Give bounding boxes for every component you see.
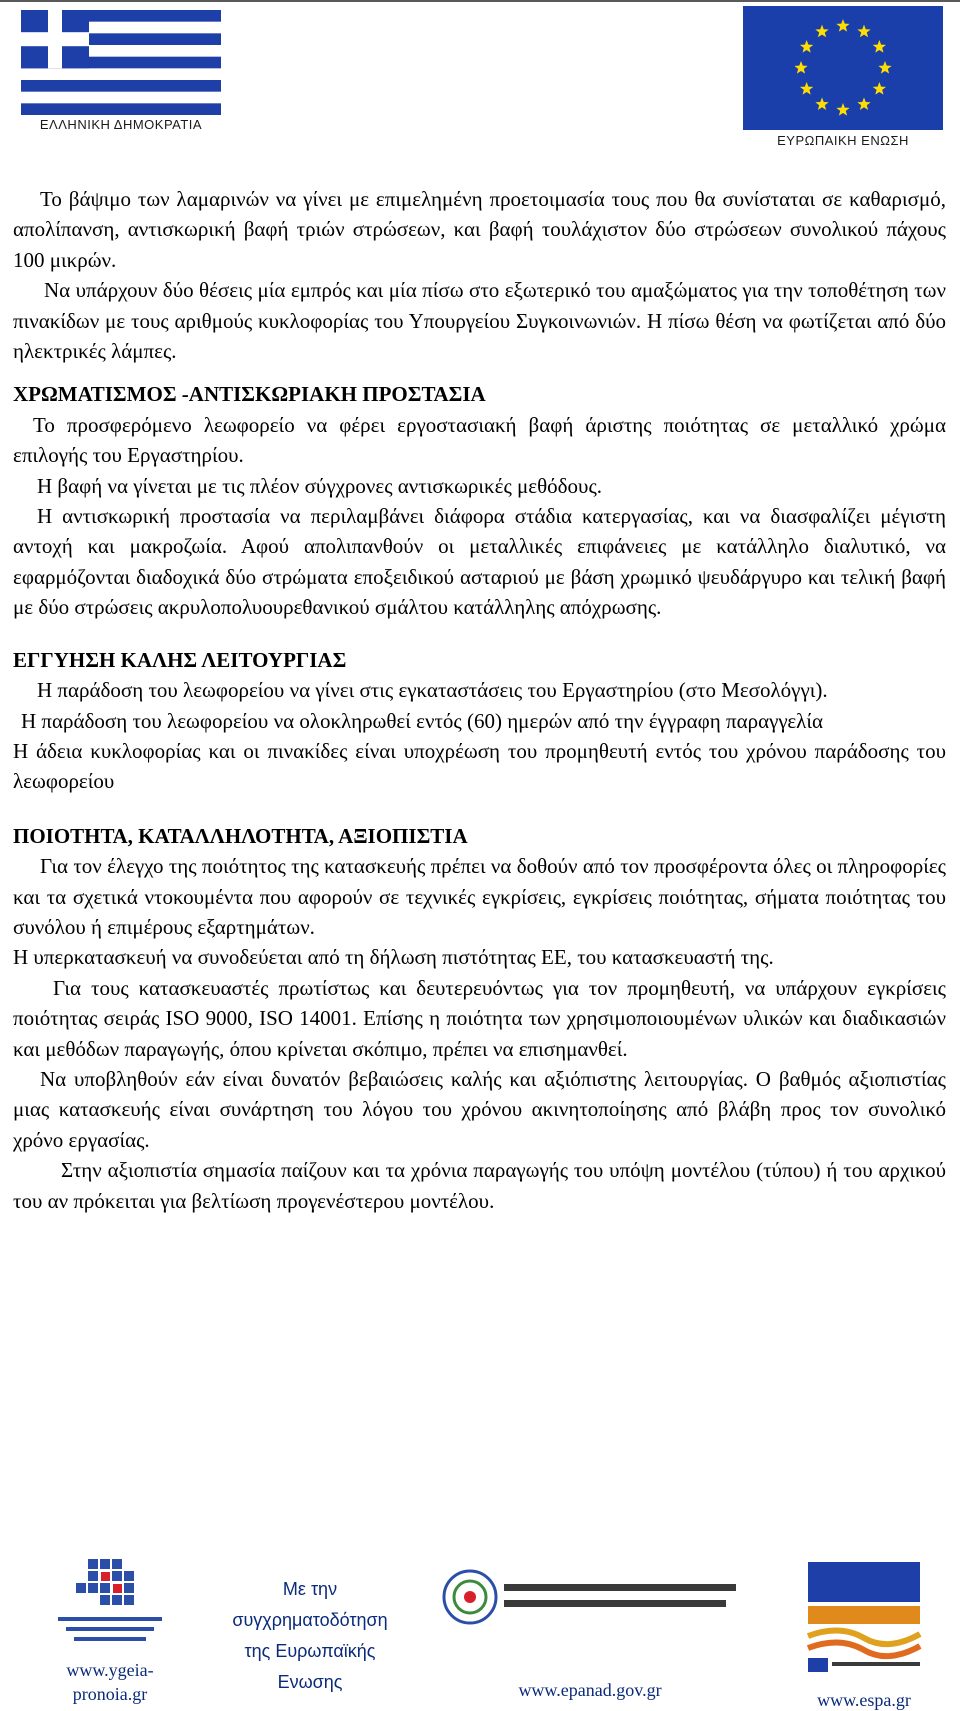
epanad-url[interactable]: www.epanad.gov.gr xyxy=(518,1680,662,1700)
ministry-url-line-1[interactable]: www.ygeia- xyxy=(66,1660,154,1680)
document-body xyxy=(13,184,946,1216)
greek-flag-logo xyxy=(21,10,221,115)
ministry-url[interactable] xyxy=(40,1658,180,1706)
warranty-paragraph-2: Η παράδοση του λεωφορείου να ολοκληρωθεί εντός (60) ημερών από την έγγραφη παραγγελία xyxy=(21,708,823,733)
quality-paragraph-2: Η υπερκατασκευή να συνοδεύεται από τη δήλωση πιστότητας ΕΕ, του κατασκευαστή της. xyxy=(13,945,774,970)
quality-paragraph-3: Για τους κατασκευαστές πρωτίστως και δευτερευόντως για τον προμηθευτή, να υπάρχουν εγκρίσεις ποιότητας σειράς ISO 9000, ISO 14001. Επίσης η ποιότητα των χρησιμοποιουμένων υλικών και διαδικασιών και μεθόδων παραγωγής, όπου κρίνεται σκόπιμο, πρέπει να επισημανθεί. xyxy=(13,975,946,1061)
warranty-paragraph-3: Η άδεια κυκλοφορίας και οι πινακίδες είναι υποχρέωση του προμηθευτή εντός του χρόνου παράδοσης του λεωφορείου xyxy=(13,738,946,794)
quality-heading: ΠΟΙΟΤΗΤΑ, ΚΑΤΑΛΛΗΛΟΤΗΤΑ, ΑΞΙΟΠΙΣΤΙΑ xyxy=(13,823,468,848)
coloring-paragraph-1: Το προσφερόμενο λεωφορείο να φέρει εργοστασιακή βαφή άριστης ποιότητας σε μεταλλικό χρώμα επιλογής του Εργαστηρίου. xyxy=(13,412,946,468)
ministry-health-logo xyxy=(40,1555,180,1650)
cofunding-line-3: της Ευρωπαϊκής xyxy=(244,1641,376,1661)
intro-paragraph-1: Το βάψιμο των λαμαρινών να γίνει με επιμελημένη προετοιμασία τους που θα συνίσταται σε καθαρισμό, απολίπανση, αντισκωρική βαφή τριών στρώσεων, και βαφή τουλάχιστον δύο στρώσεων συνολικού πάχους 100 μικρών. xyxy=(13,187,946,272)
greek-republic-label: ΕΛΛΗΝΙΚΗ ΔΗΜΟΚΡΑΤΙΑ xyxy=(39,117,203,132)
coloring-paragraph-3: Η αντισκωρική προστασία να περιλαμβάνει διάφορα στάδια κατεργασίας, και να διασφαλίζει μέγιστη αντοχή και μακροζωία. Αφού απολιπανθούν οι μεταλλικές επιφάνειες με κατάλληλο διαλυτικό, να εφαρμόζονται διαδοχικά δύο στρώματα εποξειδικού ασταριού με βάση χρωμικό ψευδάργυρο και τελική βαφή με δύο στρώσεις ακρυλοπολυουρεθανικού σμάλτου κατάλληλης απόχρωσης. xyxy=(13,504,946,620)
cofunding-line-1: Με την xyxy=(282,1579,338,1599)
cofunding-note xyxy=(215,1574,405,1698)
coloring-heading: ΧΡΩΜΑΤΙΣΜΟΣ -ΑΝΤΙΣΚΩΡΙΑΚΗ ΠΡΟΣΤΑΣΙΑ xyxy=(13,382,486,407)
espa-logo xyxy=(800,1558,928,1676)
quality-paragraph-1: Για τον έλεγχο της ποιότητος της κατασκευής πρέπει να δοθούν από τον προσφέροντα όλες οι πληροφορίες και τα σχετικά ντοκουμέντα που αφορούν σε τεχνικές εγκρίσεις, εγκρίσεις ποιότητας, σήματα ποιότητας του συνόλου ή επιμέρους εξαρτημάτων. xyxy=(13,854,946,939)
warranty-heading: ΕΓΓΥΗΣΗ ΚΑΛΗΣ ΛΕΙΤΟΥΡΓΙΑΣ xyxy=(13,647,347,672)
quality-paragraph-5: Στην αξιοπιστία σημασία παίζουν και τα χρόνια παραγωγής του υπόψη μοντέλου (τύπου) ή του αρχικού του αν πρόκειται για βελτίωση προγενέστερου μοντέλου. xyxy=(13,1158,946,1213)
top-rule xyxy=(0,0,960,2)
european-union-label: ΕΥΡΩΠΑΙΚΗ ΕΝΩΣΗ xyxy=(777,133,909,148)
espa-url[interactable]: www.espa.gr xyxy=(817,1690,911,1710)
footer xyxy=(0,1540,960,1710)
cofunding-line-2: συγχρηματοδότηση xyxy=(232,1610,388,1630)
ministry-url-line-2[interactable]: pronoia.gr xyxy=(72,1684,148,1704)
intro-paragraph-2: Να υπάρχουν δύο θέσεις μία εμπρός και μία πίσω στο εξωτερικό του αμαξώματος για την τοποθέτηση των πινακίδων με τους αριθμούς κυκλοφορίας του Υπουργείου Συγκοινωνιών. Η πίσω θέση να φωτίζεται από δύο ηλεκτρικές λάμπες. xyxy=(13,278,946,364)
eu-flag-logo xyxy=(743,6,943,130)
warranty-paragraph-1: Η παράδοση του λεωφορείου να γίνει στις εγκαταστάσεις του Εργαστηρίου (στο Μεσολόγγι). xyxy=(37,678,828,703)
cofunding-line-4: Ενωσης xyxy=(277,1672,343,1692)
quality-paragraph-4: Να υποβληθούν εάν είναι δυνατόν βεβαιώσεις καλής και αξιόπιστης λειτουργίας. Ο βαθμός αξιοπιστίας μιας κατασκευής είναι συνάρτηση του λόγου του χρόνου ακινητοποίησης από βλάβη προς τον συνολικό χρόνο εργασίας. xyxy=(13,1066,946,1152)
epanad-programme-logo xyxy=(440,1562,745,1632)
coloring-paragraph-2: Η βαφή να γίνεται με τις πλέον σύγχρονες αντισκωρικές μεθόδους. xyxy=(37,473,603,498)
